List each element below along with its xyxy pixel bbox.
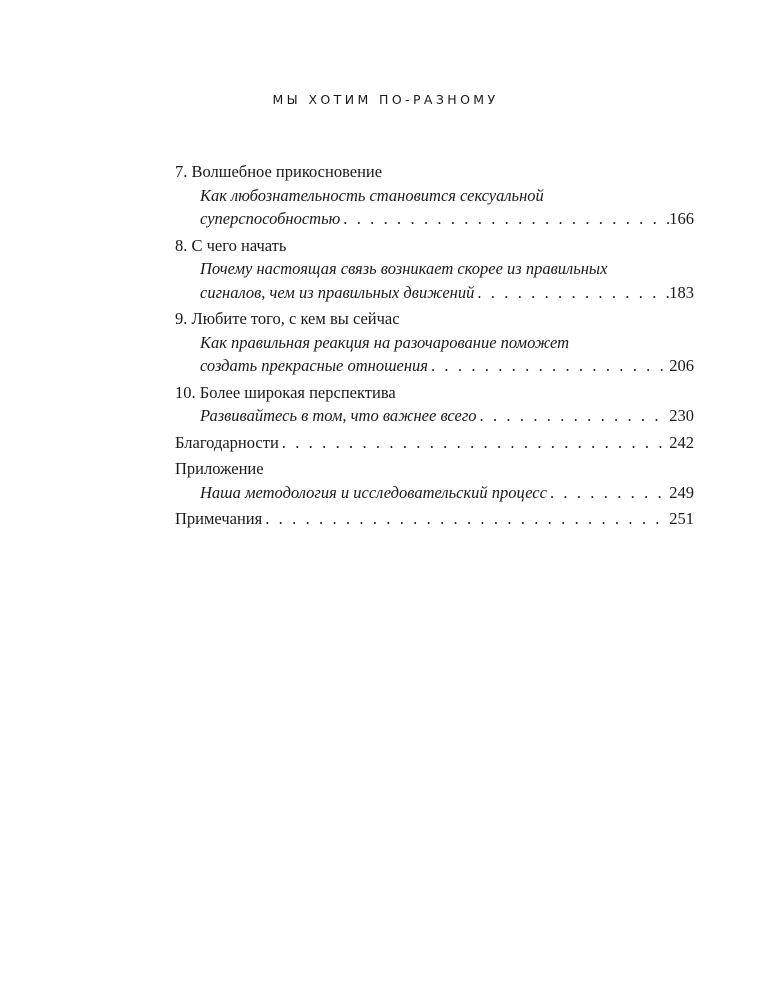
- entry-title: Приложение: [175, 459, 264, 478]
- entry-subtitle: [175, 481, 694, 505]
- subtitle-page-line: [200, 354, 694, 378]
- toc-entry-appendix: [175, 457, 694, 504]
- page-number: 249: [669, 482, 694, 502]
- subtitle-line: Развивайтесь в том, что важнее всего: [200, 406, 477, 425]
- chapter-subtitle: [175, 257, 694, 304]
- page-number: 166: [669, 209, 694, 228]
- chapter-title: 10. Более широкая перспектива: [175, 382, 396, 402]
- running-header: МЫ ХОТИМ ПО-РАЗНОМУ: [272, 92, 499, 107]
- dot-leader: [279, 431, 669, 455]
- dot-leader: [477, 404, 670, 428]
- entry-page-line: [175, 431, 694, 455]
- subtitle-line: Наша методология и исследовательский процесс: [200, 482, 547, 502]
- toc-entry-notes: [175, 507, 694, 531]
- dot-leader: [428, 354, 669, 378]
- chapter-subtitle: [175, 404, 694, 428]
- page-number: 242: [669, 432, 694, 452]
- dot-leader: [474, 281, 669, 305]
- entry-title: Благодарности: [175, 432, 279, 452]
- subtitle-line: Как любознательность становится сексуальной: [200, 185, 544, 205]
- dot-leader: [262, 507, 669, 531]
- page-number: 206: [669, 356, 694, 375]
- chapter-subtitle: [175, 184, 694, 231]
- page-number: 230: [669, 406, 694, 425]
- subtitle-line: Почему настоящая связь возникает скорее из правильных: [200, 259, 608, 278]
- dot-leader: [547, 481, 669, 505]
- entry-page-line: [175, 507, 694, 531]
- page-number: 251: [669, 509, 694, 528]
- entry-title: Примечания: [175, 509, 263, 528]
- subtitle-line: суперспособностью: [200, 209, 341, 228]
- toc-entry-chapter-8: [175, 234, 694, 305]
- toc-entry-acknowledgments: [175, 431, 694, 455]
- page-number: 183: [669, 282, 694, 302]
- subtitle-page-line: [200, 404, 694, 428]
- subtitle-line: создать прекрасные отношения: [200, 356, 428, 375]
- subtitle-line: сигналов, чем из правильных движений: [200, 282, 475, 302]
- chapter-title: 7. Волшебное прикосновение: [175, 162, 383, 181]
- toc-entry-chapter-10: [175, 381, 694, 428]
- table-of-contents: [175, 160, 694, 534]
- toc-entry-chapter-7: [175, 160, 694, 231]
- subtitle-line: Как правильная реакция на разочарование поможет: [200, 332, 570, 352]
- subtitle-page-line: [200, 481, 694, 505]
- chapter-subtitle: [175, 331, 694, 378]
- dot-leader: [340, 207, 669, 231]
- subtitle-page-line: [200, 281, 694, 305]
- chapter-title: 9. Любите того, с кем вы сейчас: [175, 309, 400, 328]
- toc-entry-chapter-9: [175, 307, 694, 378]
- subtitle-page-line: [200, 207, 694, 231]
- chapter-title: 8. С чего начать: [175, 235, 287, 255]
